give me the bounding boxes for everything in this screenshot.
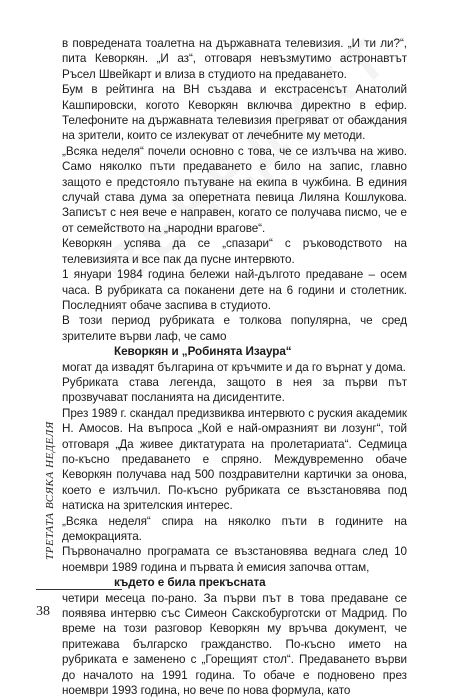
subheading: Кеворкян и „Робинята Изаура“ bbox=[114, 345, 292, 359]
page-number: 38 bbox=[36, 604, 50, 619]
paragraph: четири месеца по-рано. За първи път в това предаване се появява интервю със Симеон Сакскобурготски от Мадрид. По време на този разговор Кеворкян му връчва документ, че притежава българско гражданство. По-късно името на рубриката е заменено с „Горещият стол“. Предаването върви до началото на 1991 година. То обаче е подновено през ноември 1993 година, но вече по нова формула, като bbox=[62, 591, 407, 698]
paragraph: Първоначално програмата се възстановява веднага след 10 ноември 1989 година и първата ѝ емисия започва оттам, bbox=[62, 545, 407, 574]
paragraph: През 1989 г. скандал предизвиква интервюто с руския академик Н. Амосов. На въпроса „Кой е най-омразният ви лозунг“, той отговаря „Да живее диктатурата на пролетариата“. Седмица по-късно предаването е спряно. Междувременно обаче Кеворкян получава над 500 поздравителни картички за онова, което е излъчил. По-късно рубриката се възстановява под натиска на зрителския интерес. bbox=[62, 406, 407, 513]
paragraph: „Всяка неделя“ почели основно с това, че се излъчва на живо. Само няколко пъти предаването е било на запис, главно защото е предстояло пътуване на екипа в чужбина. В единия случай става дума за оперетната певица Лиляна Кошлукова. Записът с нея вече е направен, когато се получава писмо, че е от семейството на „народни врагове“. bbox=[62, 144, 407, 235]
paragraph: в повредената тоалетна на държавната телевизия. „И ти ли?“, пита Кеворкян. „И аз“, отговаря невъзмутимо астронавтът Ръсел Швейкарт и влиза в студиото на предаването. bbox=[62, 37, 407, 81]
footer-rule bbox=[36, 589, 122, 590]
paragraph: „Всяка неделя“ спира на няколко пъти в годините на демокрацията. bbox=[62, 514, 407, 543]
paragraph: Кеворкян успява да се „спазари“ с ръководството на телевизията и все пак да пусне интервюто. bbox=[62, 237, 407, 266]
paragraph: Бум в рейтинга на ВН създава и екстрасенсът Анатолий Кашпировски, когото Кеворкян включва директно в ефир. Телефоните на държавната телевизия прегряват от обаждания на зрители, които се излекуват от лечебните му методи. bbox=[62, 83, 407, 143]
body-text bbox=[62, 36, 407, 698]
subheading: където е била прекъсната bbox=[114, 576, 266, 590]
running-head: ТРЕТАТА ВСЯКА НЕДЕЛЯ bbox=[44, 421, 56, 560]
paragraph: Рубриката става легенда, защото в нея за първи път прозвучават посланията на дисидентите. bbox=[62, 375, 407, 405]
paragraph: могат да извадят българина от кръчмите и да го върнат у дома. bbox=[62, 360, 406, 374]
paragraph: 1 януари 1984 година бележи най-дългото предаване – осем часа. В рубриката са поканени дете на 6 години и столетник. Последният обаче заспива в студиото. bbox=[62, 268, 407, 312]
paragraph: В този период рубриката е толкова популярна, че сред зрителите върви лаф, че само bbox=[62, 314, 407, 343]
